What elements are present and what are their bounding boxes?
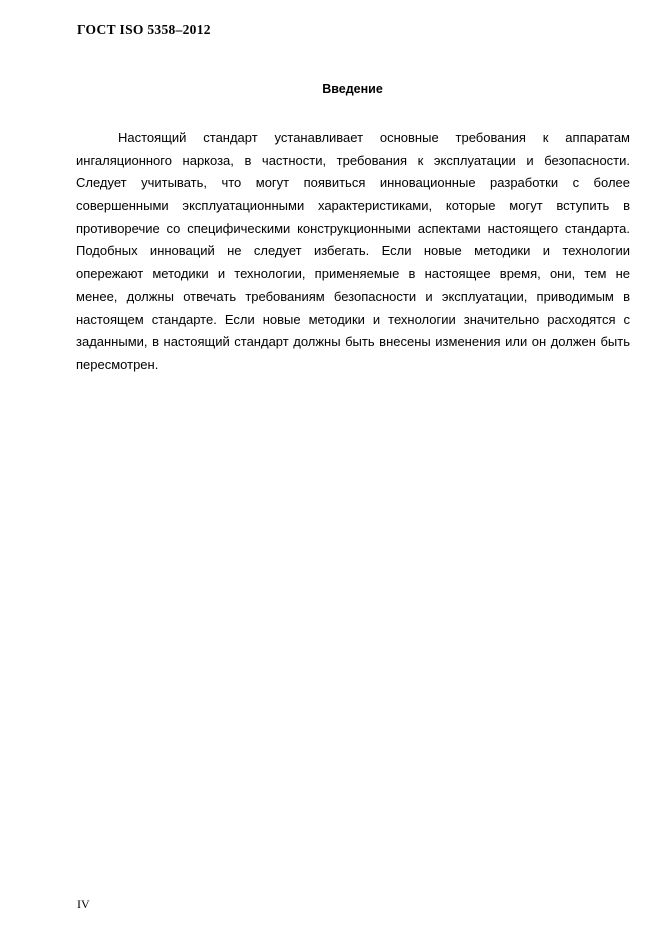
paragraph-line: менее, должны отвечать требованиям безопасности и эксплуатации, приводимым в	[76, 288, 630, 304]
paragraph-line: совершенными эксплуатационными характеристиками, которые могут вступить в	[76, 198, 630, 214]
paragraph-line: Настоящий стандарт устанавливает основные требования к аппаратам	[118, 130, 630, 145]
paragraph-line: заданными, в настоящий стандарт должны быть внесены изменения или он должен быть	[76, 334, 630, 350]
section-body	[76, 127, 630, 377]
section-title: Введение	[322, 82, 383, 96]
paragraph-line: Подобных инноваций не следует избегать. Если новые методики и технологии	[76, 243, 630, 259]
page-number: IV	[77, 897, 90, 911]
paragraph-line: настоящем стандарте. Если новые методики и технологии значительно расходятся с	[76, 311, 630, 327]
paragraph-line: опережают методики и технологии, применяемые в настоящее время, они, тем не	[76, 266, 630, 282]
paragraph-line: противоречие со специфическими конструкционными аспектами настоящего стандарта.	[76, 220, 630, 236]
paragraph-line: ингаляционного наркоза, в частности, требования к эксплуатации и безопасности.	[76, 152, 630, 168]
document-header: ГОСТ ISO 5358–2012	[77, 22, 211, 37]
paragraph-line: Следует учитывать, что могут появиться инновационные разработки с более	[76, 175, 630, 191]
paragraph-line: пересмотрен.	[76, 356, 159, 372]
